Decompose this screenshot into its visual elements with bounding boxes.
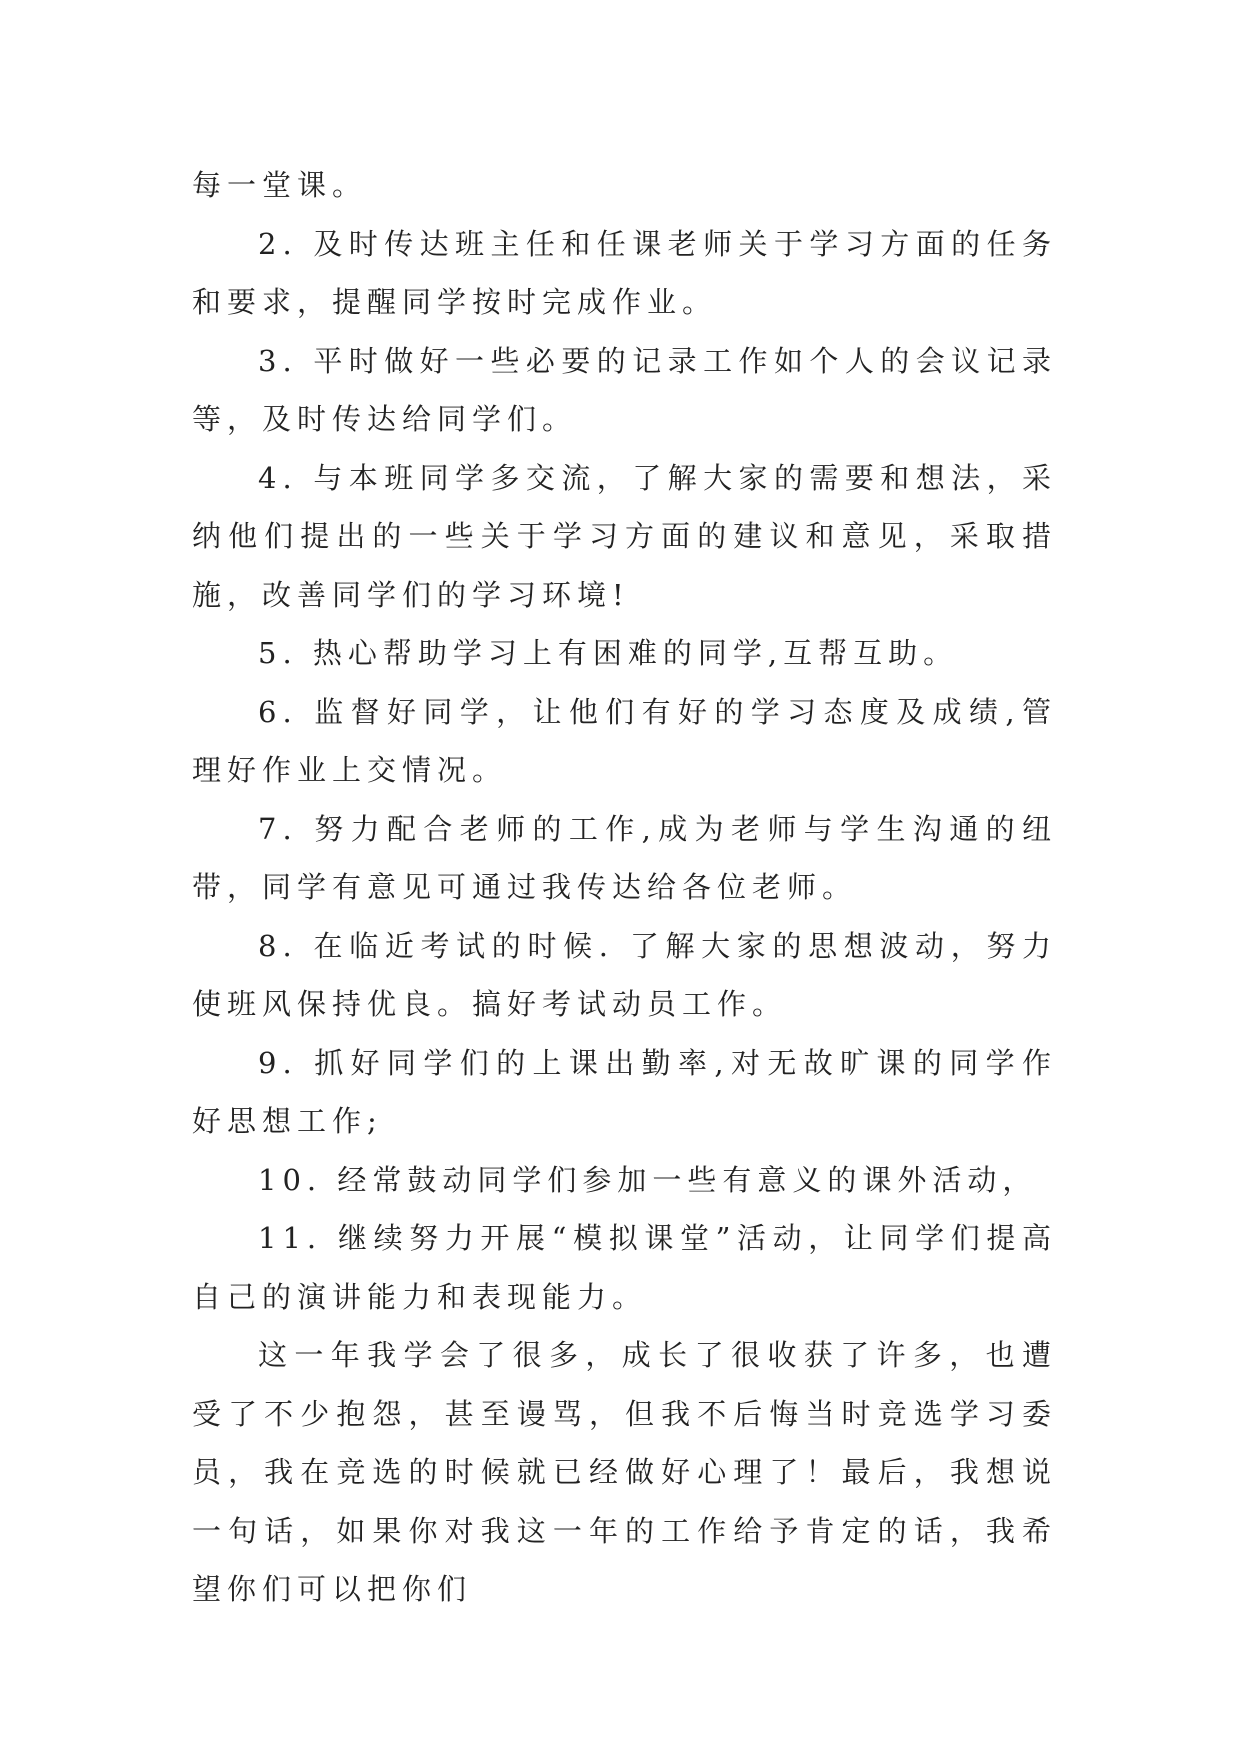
list-item-11: 11. 继续努力开展“模拟课堂”活动，让同学们提高自己的演讲能力和表现能力。 [192,1221,1057,1314]
list-item-9: 9. 抓好同学们的上课出勤率,对无故旷课的同学作好思想工作; [192,1045,1057,1138]
list-item-5: 5. 热心帮助学习上有困难的同学,互帮互助。 [258,636,959,670]
document-body [192,156,1057,1619]
list-item-3: 3. 平时做好一些必要的记录工作如个人的会议记录等，及时传达给同学们。 [192,343,1057,436]
list-item-7: 7. 努力配合老师的工作,成为老师与学生沟通的纽带，同学有意见可通过我传达给各位老师。 [192,811,1057,904]
list-item-8: 8. 在临近考试的时候. 了解大家的思想波动，努力使班风保持优良。搞好考试动员工作。 [192,928,1057,1021]
list-item-6: 6. 监督好同学，让他们有好的学习态度及成绩,管理好作业上交情况。 [192,694,1057,787]
closing-paragraph: 这一年我学会了很多，成长了很收获了许多，也遭受了不少抱怨，甚至谩骂，但我不后悔当时竞选学习委员，我在竞选的时候就已经做好心理了！最后，我想说一句话，如果你对我这一年的工作给予肯定的话，我希望你们可以把你们 [192,1338,1057,1606]
paragraph-0: 每一堂课。 [192,168,368,202]
list-item-10: 10. 经常鼓动同学们参加一些有意义的课外活动， [258,1162,1038,1197]
list-item-2: 2. 及时传达班主任和任课老师关于学习方面的任务和要求，提醒同学按时完成作业。 [192,226,1057,319]
list-item-4: 4. 与本班同学多交流，了解大家的需要和想法，采纳他们提出的一些关于学习方面的建议和意见，采取措施，改善同学们的学习环境! [192,460,1057,612]
